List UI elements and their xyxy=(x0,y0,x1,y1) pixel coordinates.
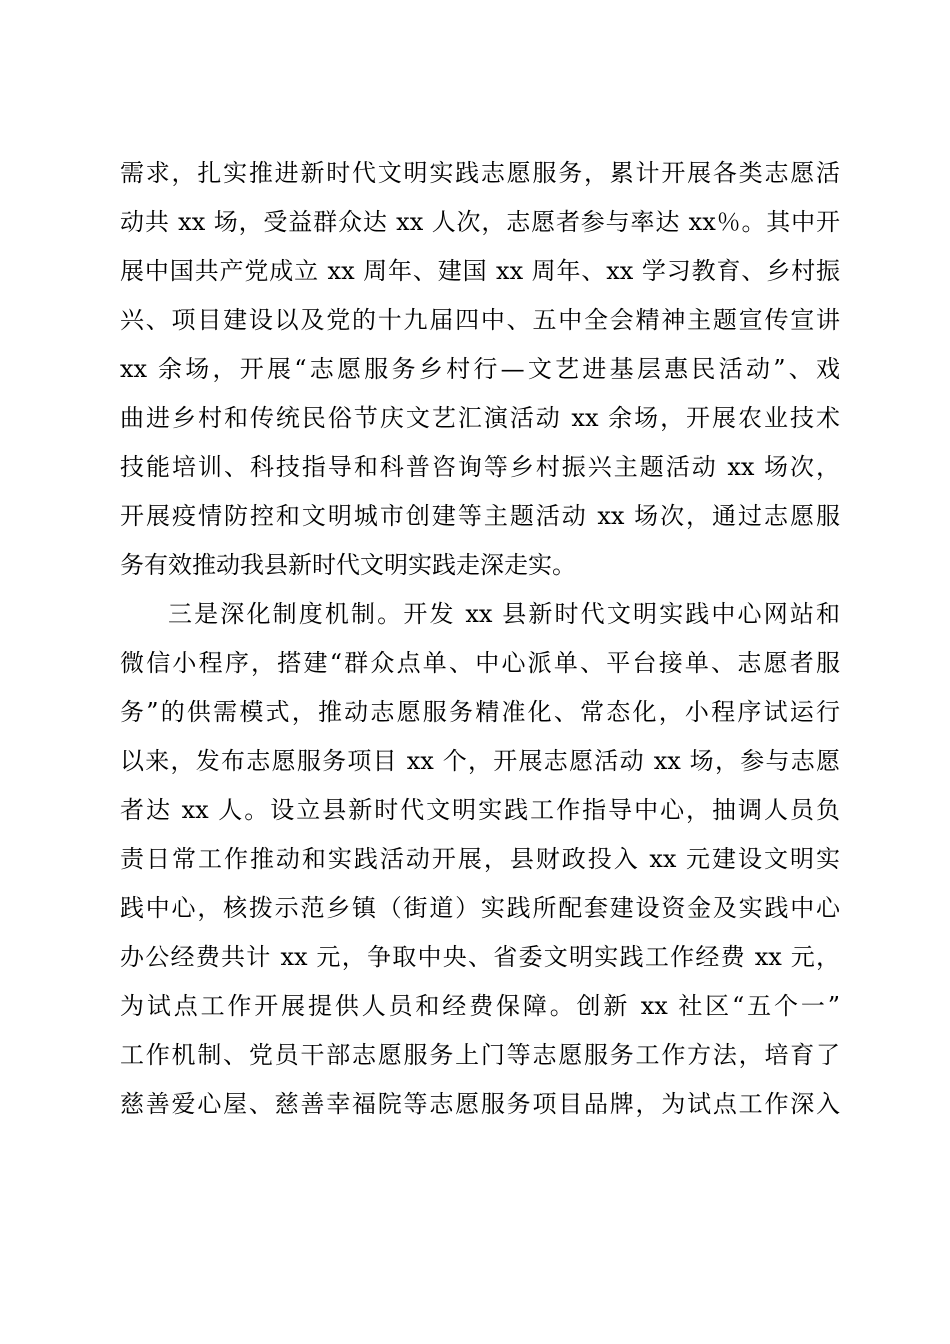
paragraph-line: 技能培训、科技指导和科普咨询等乡村振兴主题活动 xx 场次， xyxy=(120,453,840,481)
paragraph-line: 责日常工作推动和实践活动开展，县财政投入 xx 元建设文明实 xyxy=(120,845,840,873)
paragraph-line: 曲进乡村和传统民俗节庆文艺汇演活动 xx 余场，开展农业技术 xyxy=(120,404,840,432)
paragraph-1 xyxy=(120,149,840,590)
paragraph-line: 以来，发布志愿服务项目 xx 个，开展志愿活动 xx 场，参与志愿 xyxy=(120,747,840,775)
paragraph-line: 务有效推动我县新时代文明实践走深走实。 xyxy=(120,551,576,579)
paragraph-line: 务”的供需模式，推动志愿服务精准化、常态化，小程序试运行 xyxy=(120,698,840,726)
paragraph-line: 微信小程序，搭建“群众点单、中心派单、平台接单、志愿者服 xyxy=(120,649,840,677)
paragraph-line: 动共 xx 场，受益群众达 xx 人次，志愿者参与率达 xx％。其中开 xyxy=(120,208,840,236)
paragraph-line: 展中国共产党成立 xx 周年、建国 xx 周年、xx 学习教育、乡村振 xyxy=(120,257,840,285)
paragraph-line: 开展疫情防控和文明城市创建等主题活动 xx 场次，通过志愿服 xyxy=(120,502,840,530)
paragraph-line: 慈善爱心屋、慈善幸福院等志愿服务项目品牌，为试点工作深入 xyxy=(120,1090,840,1118)
paragraph-line: 三是深化制度机制。开发 xx 县新时代文明实践中心网站和 xyxy=(168,600,840,628)
paragraph-line: 践中心，核拨示范乡镇（街道）实践所配套建设资金及实践中心 xyxy=(120,894,840,922)
paragraph-line: 工作机制、党员干部志愿服务上门等志愿服务工作方法，培育了 xyxy=(120,1041,840,1069)
paragraph-line: xx 余场，开展“志愿服务乡村行—文艺进基层惠民活动”、戏 xyxy=(120,355,840,383)
paragraph-line: 办公经费共计 xx 元，争取中央、省委文明实践工作经费 xx 元， xyxy=(120,943,840,971)
paragraph-line: 兴、项目建设以及党的十九届四中、五中全会精神主题宣传宣讲 xyxy=(120,306,840,334)
paragraph-line: 为试点工作开展提供人员和经费保障。创新 xx 社区“五个一” xyxy=(120,992,840,1020)
paragraph-line: 者达 xx 人。设立县新时代文明实践工作指导中心，抽调人员负 xyxy=(120,796,840,824)
paragraph-2 xyxy=(120,590,840,1129)
paragraph-line: 需求，扎实推进新时代文明实践志愿服务，累计开展各类志愿活 xyxy=(120,159,840,187)
document-body xyxy=(120,149,840,1129)
